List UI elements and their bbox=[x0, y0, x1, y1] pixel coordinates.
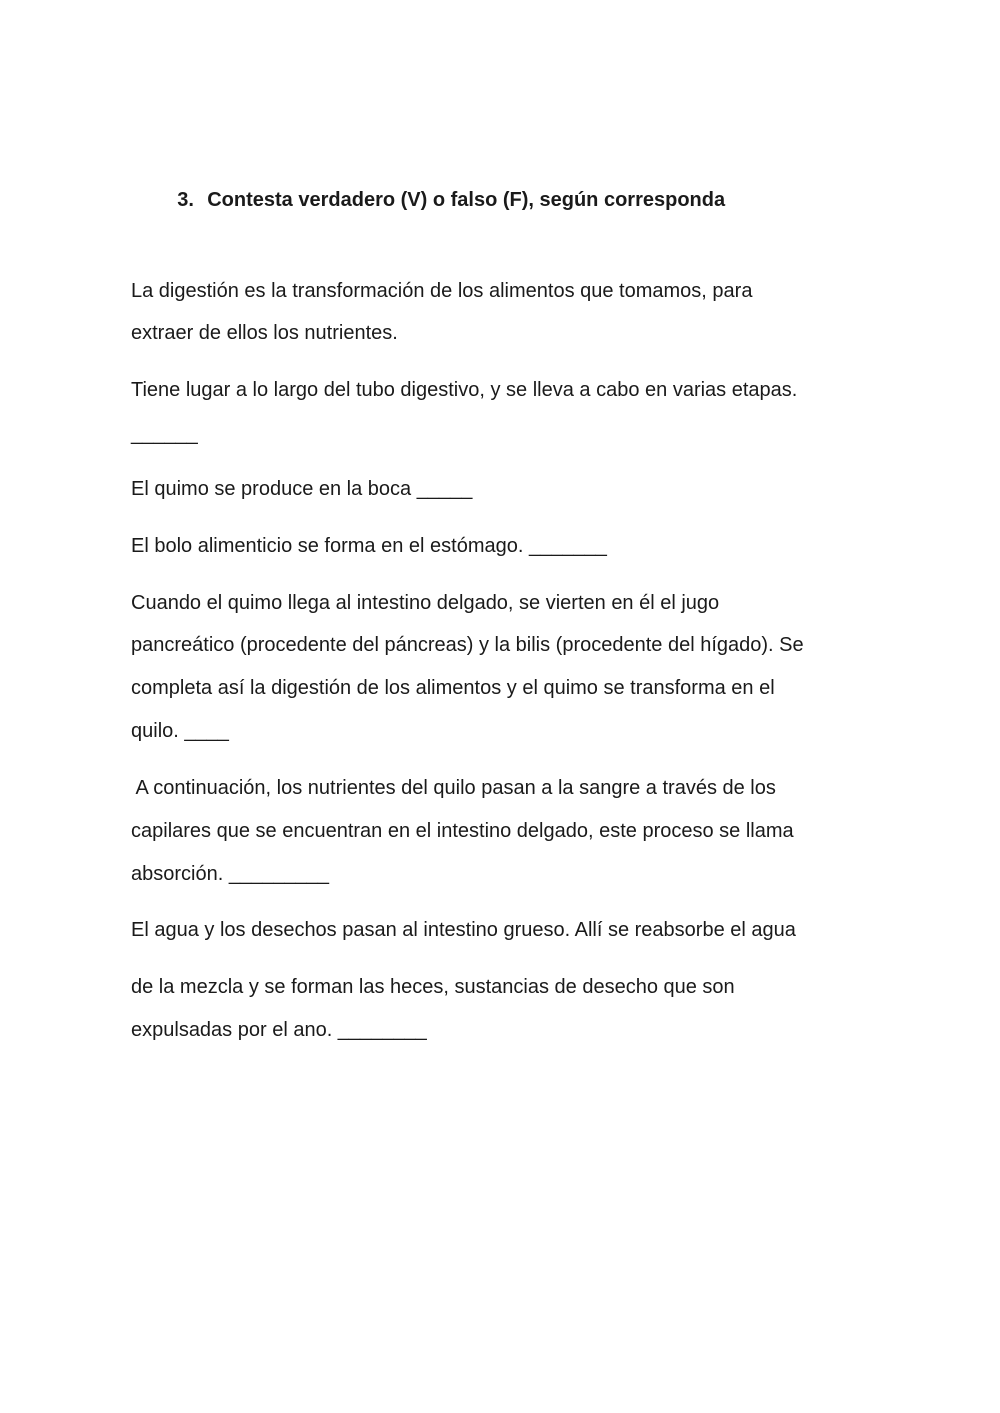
answer-blank: ______ bbox=[131, 423, 198, 445]
text-line: A continuación, los nutrientes del quilo pasan a la sangre a través de los bbox=[131, 777, 776, 799]
text-line: de la mezcla y se forman las heces, sustancias de desecho que son bbox=[131, 976, 735, 998]
text-line: capilares que se encuentran en el intestino delgado, este proceso se llama bbox=[131, 820, 794, 842]
statement-quilo: quilo. ____ bbox=[131, 720, 229, 742]
text-line: Tiene lugar a lo largo del tubo digestivo, y se lleva a cabo en varias etapas. bbox=[131, 379, 798, 401]
exercise-heading bbox=[155, 164, 725, 236]
text-line: El agua y los desechos pasan al intestino grueso. Allí se reabsorbe el agua bbox=[131, 919, 796, 941]
exercise-number: 3. bbox=[177, 189, 194, 211]
text-line: pancreático (procedente del páncreas) y la bilis (procedente del hígado). Se bbox=[131, 634, 804, 656]
text-line: Cuando el quimo llega al intestino delgado, se vierten en él el jugo bbox=[131, 592, 720, 614]
text-line: La digestión es la transformación de los alimentos que tomamos, para bbox=[131, 280, 753, 302]
text-line: completa así la digestión de los alimentos y el quimo se transforma en el bbox=[131, 677, 775, 699]
statement-heces: expulsadas por el ano. ________ bbox=[131, 1019, 427, 1041]
statement-absorcion: absorción. _________ bbox=[131, 863, 329, 885]
statement-quimo-boca: El quimo se produce en la boca _____ bbox=[131, 478, 473, 500]
statement-bolo-estomago: El bolo alimenticio se forma en el estómago. _______ bbox=[131, 535, 607, 557]
exercise-title: Contesta verdadero (V) o falso (F), según corresponda bbox=[207, 189, 726, 211]
text-line: extraer de ellos los nutrientes. bbox=[131, 322, 398, 344]
